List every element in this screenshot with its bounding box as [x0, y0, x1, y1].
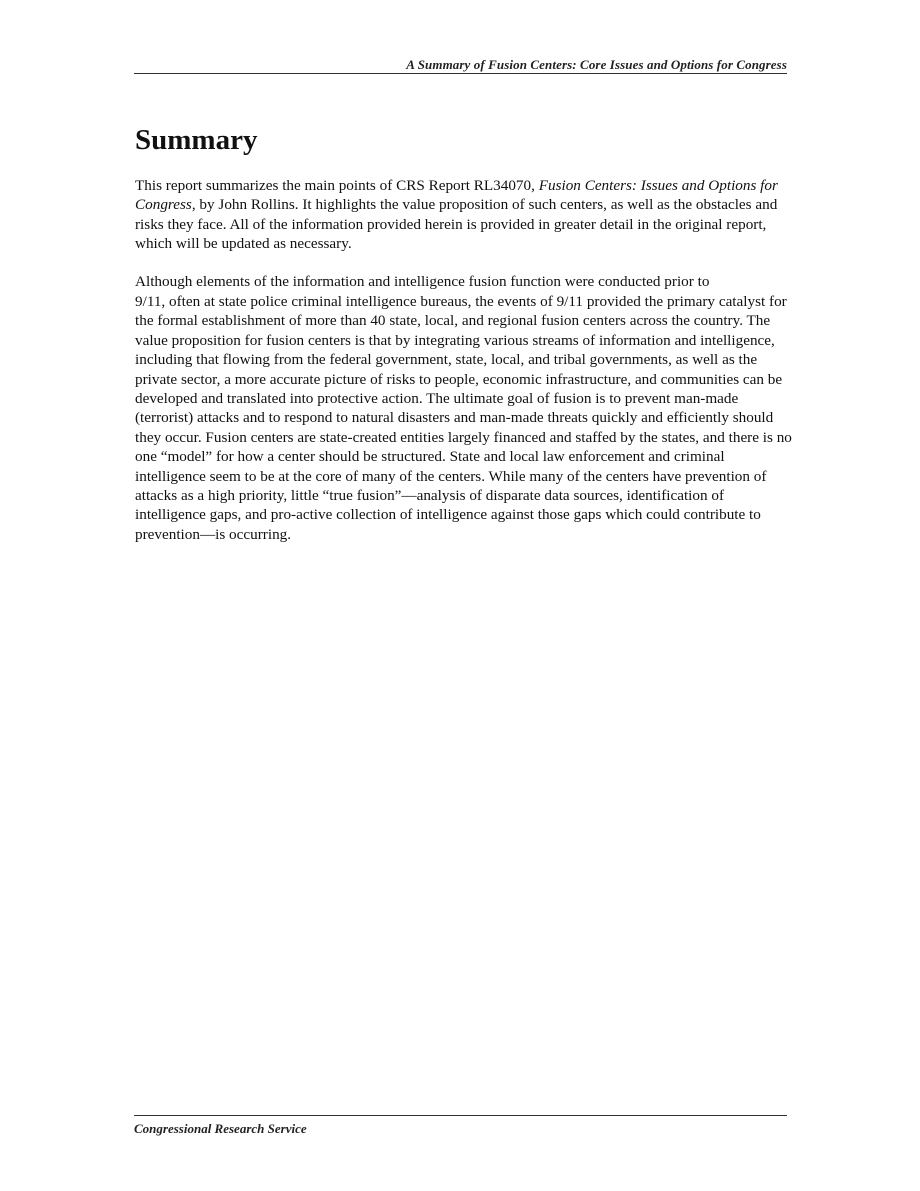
paragraph-1-text-a: This report summarizes the main points of CRS Report RL34070,	[135, 177, 539, 194]
running-header	[134, 56, 787, 74]
report-title-italic: Fusion Centers: Issues and Options for Congress	[135, 177, 778, 214]
paragraph-1-text-b: , by John Rollins. It highlights the value proposition of such centers, as well as the obstacles and risks they face. All of the information provided herein is provided in greater detail in the original report, which will be updated as necessary.	[135, 196, 778, 253]
running-header-title: A Summary of Fusion Centers: Core Issues and Options for Congress	[406, 57, 787, 72]
footer-organization: Congressional Research Service	[134, 1121, 307, 1136]
summary-paragraph-1	[135, 176, 795, 254]
page-title: Summary	[135, 124, 258, 156]
summary-paragraph-2: 9/11, often at state police criminal intelligence bureaus, the events of 9/11 provided the primary catalyst for the formal establishment of more than 40 state, local, and regional fusion centers across the country. The value proposition for fusion centers is that by integrating various streams of information and intelligence, including that flowing from the federal government, state, local, and tribal governments, as well as the private sector, a more accurate picture of risks to people, economic infrastructure, and communities can be developed and translated into protective action. The ultimate goal of fusion is to prevent man-made (terrorist) attacks and to respond to natural disasters and man-made threats quickly and efficiently should they occur. Fusion centers are state-created entities largely financed and staffed by the states, and there is no one “model” for how a center should be structured. State and local law enforcement and criminal intelligence seem to be at the core of many of the centers. While many of the centers have prevention of attacks as a high priority, little “true fusion”—analysis of disparate data sources, identification of intelligence gaps, and pro-active collection of intelligence against those gaps which could contribute to prevention—is occurring.	[135, 293, 792, 543]
summary-paragraph-2-first-line: Although elements of the information and intelligence fusion function were conducted prior to	[135, 273, 710, 290]
page-footer	[134, 1115, 787, 1137]
